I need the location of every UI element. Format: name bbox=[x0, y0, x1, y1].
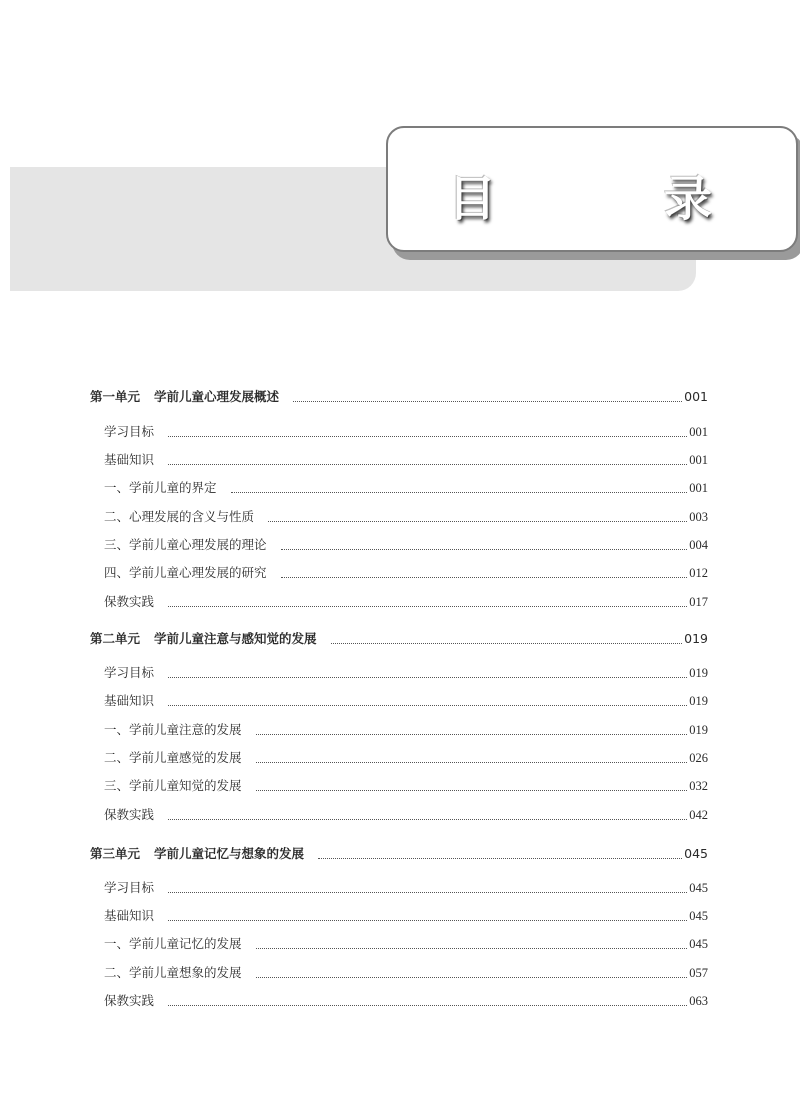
toc-entry-title: 二、学前儿童想象的发展 bbox=[104, 965, 242, 980]
toc-unit-title: 学前儿童心理发展概述 bbox=[154, 389, 280, 404]
toc-entry-row[interactable] bbox=[104, 878, 708, 898]
toc-page-number: 032 bbox=[689, 779, 708, 793]
toc-entry-title: 学习目标 bbox=[104, 665, 155, 680]
toc-page-number: 019 bbox=[684, 631, 708, 646]
toc-page-number: 042 bbox=[689, 808, 708, 822]
toc-page-number: 001 bbox=[689, 425, 708, 439]
toc-entry-title: 四、学前儿童心理发展的研究 bbox=[104, 565, 267, 580]
toc-entry-title: 一、学前儿童注意的发展 bbox=[104, 722, 242, 737]
toc-page-number: 057 bbox=[689, 966, 708, 980]
toc-unit-title: 学前儿童注意与感知觉的发展 bbox=[154, 631, 317, 646]
toc-entry-row[interactable] bbox=[104, 478, 708, 498]
toc-entry-title: 保教实践 bbox=[104, 594, 155, 609]
toc-page-number: 045 bbox=[689, 881, 708, 895]
toc-entry-title: 基础知识 bbox=[104, 908, 155, 923]
toc-entry-title bbox=[90, 387, 279, 407]
toc-page-number: 003 bbox=[689, 510, 708, 524]
toc-entry-title: 学习目标 bbox=[104, 424, 155, 439]
toc-entry-title: 基础知识 bbox=[104, 693, 155, 708]
toc-entry-title: 二、学前儿童感觉的发展 bbox=[104, 750, 242, 765]
toc-page-number: 001 bbox=[684, 389, 708, 404]
toc-page-number: 045 bbox=[689, 909, 708, 923]
toc-entry-row[interactable] bbox=[104, 720, 708, 740]
toc-entry-row[interactable] bbox=[104, 592, 708, 612]
dot-leader bbox=[268, 520, 687, 522]
toc-entry-title bbox=[90, 844, 304, 864]
toc-entry-title: 保教实践 bbox=[104, 993, 155, 1008]
toc-page-number: 045 bbox=[684, 846, 708, 861]
toc-entry-row[interactable] bbox=[104, 748, 708, 768]
toc-entry-row[interactable] bbox=[104, 963, 708, 983]
dot-leader bbox=[281, 548, 688, 550]
toc-entry-title: 一、学前儿童的界定 bbox=[104, 480, 217, 495]
dot-leader bbox=[256, 733, 688, 735]
dot-leader bbox=[256, 976, 688, 978]
dot-leader bbox=[168, 1004, 687, 1006]
toc-unit-row[interactable] bbox=[90, 629, 708, 649]
dot-leader bbox=[256, 761, 688, 763]
toc-entry-row[interactable] bbox=[104, 535, 708, 555]
toc-entry-row[interactable] bbox=[104, 776, 708, 796]
toc-page-number: 045 bbox=[689, 937, 708, 951]
toc-entry-title: 三、学前儿童知觉的发展 bbox=[104, 778, 242, 793]
dot-leader bbox=[231, 491, 688, 493]
toc-page-number: 004 bbox=[689, 538, 708, 552]
toc-unit-label: 第三单元 bbox=[90, 846, 141, 861]
toc-entry-row[interactable] bbox=[104, 934, 708, 954]
dot-leader bbox=[293, 400, 682, 402]
toc-entry-title bbox=[90, 629, 317, 649]
toc-page-number: 001 bbox=[689, 481, 708, 495]
toc-entry-row[interactable] bbox=[104, 507, 708, 527]
toc-page-number: 001 bbox=[689, 453, 708, 467]
dot-leader bbox=[168, 891, 687, 893]
dot-leader bbox=[168, 919, 687, 921]
toc-entry-row[interactable] bbox=[104, 663, 708, 683]
dot-leader bbox=[331, 642, 683, 644]
toc-unit-label: 第二单元 bbox=[90, 631, 141, 646]
toc-page-number: 019 bbox=[689, 694, 708, 708]
toc-entry-row[interactable] bbox=[104, 450, 708, 470]
dot-leader bbox=[168, 605, 687, 607]
dot-leader bbox=[168, 435, 687, 437]
toc-entry-row[interactable] bbox=[104, 691, 708, 711]
toc-page-number: 019 bbox=[689, 723, 708, 737]
toc-entry-title: 二、心理发展的含义与性质 bbox=[104, 509, 255, 524]
toc-page-number: 012 bbox=[689, 566, 708, 580]
toc-entry-title: 一、学前儿童记忆的发展 bbox=[104, 936, 242, 951]
page-title: 目 录 bbox=[448, 171, 773, 227]
dot-leader bbox=[256, 789, 688, 791]
dot-leader bbox=[168, 676, 687, 678]
toc-entry-row[interactable] bbox=[104, 805, 708, 825]
toc-unit-title: 学前儿童记忆与想象的发展 bbox=[154, 846, 305, 861]
dot-leader bbox=[168, 818, 687, 820]
toc-entry-row[interactable] bbox=[104, 906, 708, 926]
toc-entry-title: 学习目标 bbox=[104, 880, 155, 895]
toc-unit-label: 第一单元 bbox=[90, 389, 141, 404]
toc-page-number: 063 bbox=[689, 994, 708, 1008]
toc-entry-title: 保教实践 bbox=[104, 807, 155, 822]
dot-leader bbox=[168, 704, 687, 706]
toc-entry-title: 三、学前儿童心理发展的理论 bbox=[104, 537, 267, 552]
toc-entry-title: 基础知识 bbox=[104, 452, 155, 467]
toc-entry-row[interactable] bbox=[104, 422, 708, 442]
dot-leader bbox=[318, 857, 682, 859]
toc-page-number: 026 bbox=[689, 751, 708, 765]
toc-entry-row[interactable] bbox=[104, 563, 708, 583]
dot-leader bbox=[256, 947, 688, 949]
toc-page-number: 019 bbox=[689, 666, 708, 680]
toc-page-number: 017 bbox=[689, 595, 708, 609]
dot-leader bbox=[281, 576, 688, 578]
dot-leader bbox=[168, 463, 687, 465]
toc-unit-row[interactable] bbox=[90, 387, 708, 407]
toc-entry-row[interactable] bbox=[104, 991, 708, 1011]
toc-unit-row[interactable] bbox=[90, 844, 708, 864]
